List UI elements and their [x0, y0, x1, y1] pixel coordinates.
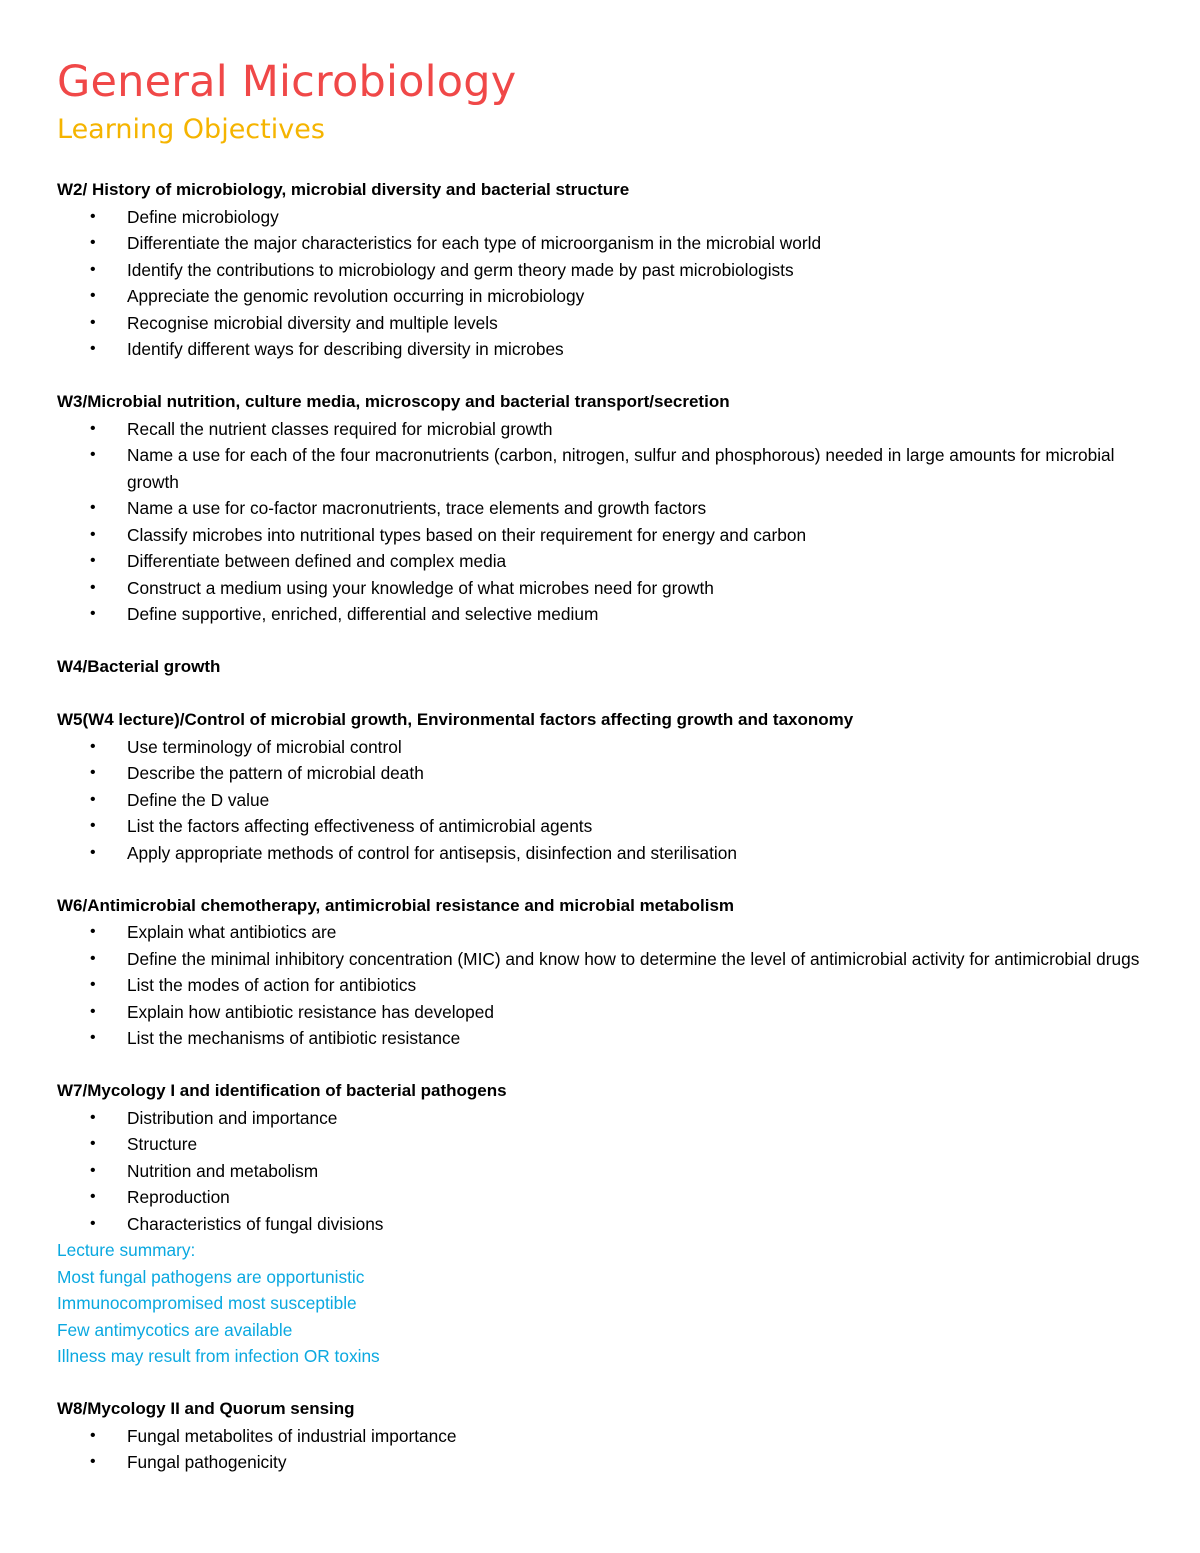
bullet-icon: • — [90, 976, 96, 993]
document-page — [57, 52, 1157, 1502]
bullet-icon: • — [90, 1002, 96, 1020]
list-item-text: List the mechanisms of antibiotic resistance — [127, 1028, 461, 1048]
list-item — [57, 204, 1157, 231]
list-item — [57, 972, 1157, 999]
objective-list — [57, 1423, 1157, 1476]
list-item-text: Use terminology of microbial control — [127, 736, 402, 757]
bullet-icon: • — [90, 552, 96, 569]
summary-line: Most fungal pathogens are opportunistic — [57, 1266, 365, 1287]
objective-section — [57, 389, 1157, 628]
list-item — [57, 522, 1157, 549]
section-heading: W8/Mycology II and Quorum sensing — [57, 1399, 355, 1418]
bullet-icon: • — [90, 737, 96, 755]
bullet-icon: • — [90, 340, 96, 357]
list-item-text: Construct a medium using your knowledge of what microbes need for growth — [127, 577, 714, 598]
section-heading: W6/Antimicrobial chemotherapy, antimicrobial resistance and microbial metabolism — [57, 895, 735, 915]
list-item-text: Define the D value — [127, 789, 270, 810]
section-heading: W5(W4 lecture)/Control of microbial growth, Environmental factors affecting growth and taxonomy — [57, 710, 854, 729]
list-item-text: List the factors affecting effectiveness of antimicrobial agents — [127, 816, 593, 836]
list-item — [57, 760, 1157, 787]
list-item-text: Fungal metabolites of industrial importance — [127, 1425, 457, 1446]
bullet-icon: • — [90, 260, 96, 278]
list-item — [57, 787, 1157, 814]
summary-line: Lecture summary: — [57, 1240, 196, 1260]
list-item — [57, 442, 1157, 495]
objective-section — [57, 177, 1157, 363]
list-item-text: Name a use for each of the four macronutrients (carbon, nitrogen, sulfur and phosphorous) needed in large amounts for microbial growth — [127, 445, 1115, 492]
list-item — [57, 1158, 1157, 1185]
list-item-text: Identify the contributions to microbiology and germ theory made by past microbiologists — [127, 259, 794, 280]
list-item-text: Structure — [127, 1134, 198, 1154]
bullet-icon: • — [90, 313, 96, 331]
summary-line: Immunocompromised most susceptible — [57, 1293, 357, 1313]
list-item-text: Differentiate the major characteristics for each type of microorganism in the microbial world — [127, 233, 822, 253]
list-item — [57, 1211, 1157, 1238]
list-item — [57, 575, 1157, 602]
list-item — [57, 999, 1157, 1026]
objective-list — [57, 734, 1157, 867]
list-item-text: Define supportive, enriched, differential and selective medium — [127, 604, 599, 624]
list-item-text: Recognise microbial diversity and multiple levels — [127, 312, 498, 333]
document-title: General Microbiology — [57, 57, 517, 107]
objective-list — [57, 204, 1157, 363]
bullet-icon: • — [90, 446, 96, 463]
list-item — [57, 1105, 1157, 1132]
bullet-icon: • — [90, 1029, 96, 1046]
bullet-icon: • — [90, 1188, 96, 1205]
summary-line: Few antimycotics are available — [57, 1319, 293, 1340]
list-item — [57, 919, 1157, 946]
list-item — [57, 1449, 1157, 1476]
list-item — [57, 813, 1157, 840]
list-item-text: Name a use for co-factor macronutrients, trace elements and growth factors — [127, 498, 707, 518]
list-item-text: Characteristics of fungal divisions — [127, 1213, 384, 1234]
document-subtitle: Learning Objectives — [57, 114, 325, 145]
bullet-icon: • — [90, 287, 96, 304]
objective-list — [57, 416, 1157, 628]
objective-section — [57, 654, 1157, 681]
bullet-icon: • — [90, 817, 96, 834]
list-item-text: Define microbiology — [127, 206, 279, 227]
section-heading: W3/Microbial nutrition, culture media, microscopy and bacterial transport/secretion — [57, 392, 730, 411]
objective-list — [57, 1105, 1157, 1238]
list-item — [57, 310, 1157, 337]
bullet-icon: • — [90, 499, 96, 516]
list-item — [57, 416, 1157, 443]
bullet-icon: • — [90, 949, 96, 967]
sections-container — [57, 177, 1157, 1476]
section-heading: W2/ History of microbiology, microbial diversity and bacterial structure — [57, 180, 630, 199]
list-item — [57, 336, 1157, 363]
list-item-text: Reproduction — [127, 1187, 230, 1207]
objective-list — [57, 919, 1157, 1052]
bullet-icon: • — [90, 1108, 96, 1126]
summary-line: Illness may result from infection OR toxins — [57, 1346, 380, 1366]
list-item-text: Appreciate the genomic revolution occurring in microbiology — [127, 286, 585, 306]
section-heading: W7/Mycology I and identification of bacterial pathogens — [57, 1081, 507, 1100]
bullet-icon: • — [90, 923, 96, 940]
objective-section — [57, 1078, 1157, 1370]
list-item-text: Identify different ways for describing diversity in microbes — [127, 339, 564, 359]
list-item-text: Define the minimal inhibitory concentration (MIC) and know how to determine the level of antimicrobial activity for antimicrobial drugs — [127, 948, 1140, 969]
list-item-text: Explain how antibiotic resistance has developed — [127, 1001, 494, 1022]
list-item — [57, 1025, 1157, 1052]
bullet-icon: • — [90, 578, 96, 596]
list-item-text: Differentiate between defined and complex media — [127, 551, 507, 571]
list-item — [57, 495, 1157, 522]
bullet-icon: • — [90, 207, 96, 225]
list-item — [57, 840, 1157, 867]
list-item — [57, 734, 1157, 761]
bullet-icon: • — [90, 1135, 96, 1152]
list-item — [57, 1184, 1157, 1211]
list-item-text: Explain what antibiotics are — [127, 922, 337, 942]
list-item — [57, 1131, 1157, 1158]
list-item-text: Classify microbes into nutritional types based on their requirement for energy and carbon — [127, 524, 807, 545]
section-heading: W4/Bacterial growth — [57, 657, 221, 676]
bullet-icon: • — [90, 843, 96, 861]
bullet-icon: • — [90, 764, 96, 781]
list-item — [57, 601, 1157, 628]
list-item — [57, 257, 1157, 284]
objective-section — [57, 707, 1157, 866]
bullet-icon: • — [90, 1161, 96, 1179]
list-item — [57, 548, 1157, 575]
list-item — [57, 283, 1157, 310]
list-item-text: Recall the nutrient classes required for microbial growth — [127, 418, 553, 439]
list-item-text: Nutrition and metabolism — [127, 1160, 319, 1181]
bullet-icon: • — [90, 1426, 96, 1444]
bullet-icon: • — [90, 234, 96, 251]
list-item — [57, 230, 1157, 257]
bullet-icon: • — [90, 419, 96, 437]
list-item-text: Describe the pattern of microbial death — [127, 763, 424, 783]
bullet-icon: • — [90, 1214, 96, 1232]
lecture-summary — [57, 1237, 1157, 1370]
list-item-text: List the modes of action for antibiotics — [127, 975, 417, 995]
objective-section — [57, 893, 1157, 1052]
objective-section — [57, 1396, 1157, 1476]
bullet-icon: • — [90, 525, 96, 543]
bullet-icon: • — [90, 605, 96, 622]
list-item — [57, 946, 1157, 973]
list-item-text: Apply appropriate methods of control for antisepsis, disinfection and sterilisation — [127, 842, 737, 863]
list-item-text: Fungal pathogenicity — [127, 1452, 287, 1472]
bullet-icon: • — [90, 1453, 96, 1470]
bullet-icon: • — [90, 790, 96, 808]
list-item-text: Distribution and importance — [127, 1107, 338, 1128]
list-item — [57, 1423, 1157, 1450]
